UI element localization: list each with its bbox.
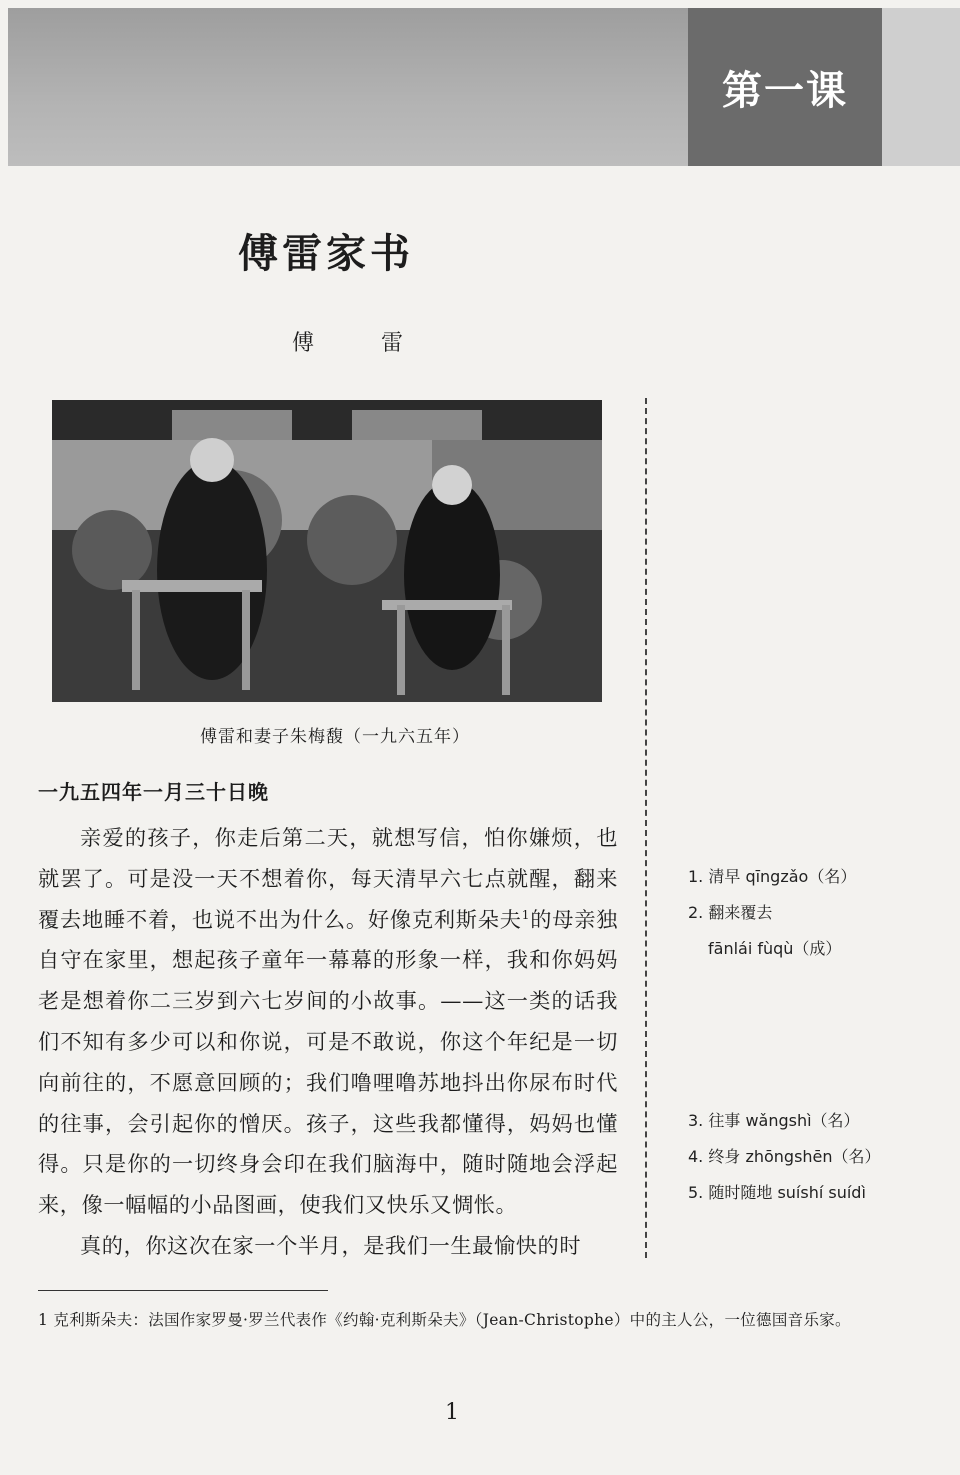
- paragraph-1-part-b: 的母亲独自守在家里，想起孩子童年一幕幕的形象一样，我和你妈妈老是想着你二三岁到六七岁间的小故事。——这一类的话我们不知有多少可以和你说，可是不敢说，你这个年纪是一切向前往的，不愿意回顾的；我们噜哩噜苏地抖出你尿布时代的往事，会引起你的憎厌。孩子，这些我都懂得，妈妈也懂得。只是你的一切终身会印在我们脑海中，随时随地会浮起来，像一幅幅的小品图画，使我们又快乐又惆怅。: [38, 906, 618, 1218]
- footnote: 1 克利斯朵夫：法国作家罗曼·罗兰代表作《约翰·克利斯朵夫》（Jean-Christophe）中的主人公，一位德国音乐家。: [38, 1311, 851, 1329]
- gloss-item: 3. 往事 wǎngshì（名）: [688, 1111, 860, 1130]
- paragraph-1-part-a: 亲爱的孩子，你走后第二天，就想写信，怕你嫌烦，也就罢了。可是没一天不想着你，每天清早六七点就醒，翻来覆去地睡不着，也说不出为什么。好像克利斯朵夫: [38, 825, 618, 932]
- gloss-item: 2. 翻来覆去: [688, 903, 773, 922]
- margin-divider: [645, 398, 647, 1258]
- article-author: 傅 雷: [292, 331, 433, 356]
- article-title: 傅雷家书: [238, 230, 414, 277]
- letter-body: [38, 818, 618, 1267]
- photo-caption: 傅雷和妻子朱梅馥（一九六五年）: [200, 727, 470, 747]
- lesson-label: 第一课: [688, 8, 882, 166]
- page-number: 1: [445, 1400, 459, 1425]
- gloss-item-pinyin: fānlái fùqù（成）: [708, 939, 842, 958]
- gloss-item: 1. 清早 qīngzǎo（名）: [688, 867, 857, 886]
- paragraph-2: 真的，你这次在家一个半月，是我们一生最愉快的时: [80, 1232, 582, 1258]
- footnote-rule: [38, 1290, 328, 1291]
- header-band: [8, 8, 688, 166]
- header-margin: [882, 8, 960, 166]
- photo-illustration: [52, 400, 602, 702]
- paragraph-1: [38, 818, 618, 1226]
- footnote-marker: 1: [521, 907, 531, 922]
- article-photo: [52, 400, 602, 702]
- gloss-item: 5. 随时随地 suíshí suídì: [688, 1183, 866, 1202]
- gloss-item: 4. 终身 zhōngshēn（名）: [688, 1147, 881, 1166]
- letter-date: 一九五四年一月三十日晚: [38, 780, 269, 804]
